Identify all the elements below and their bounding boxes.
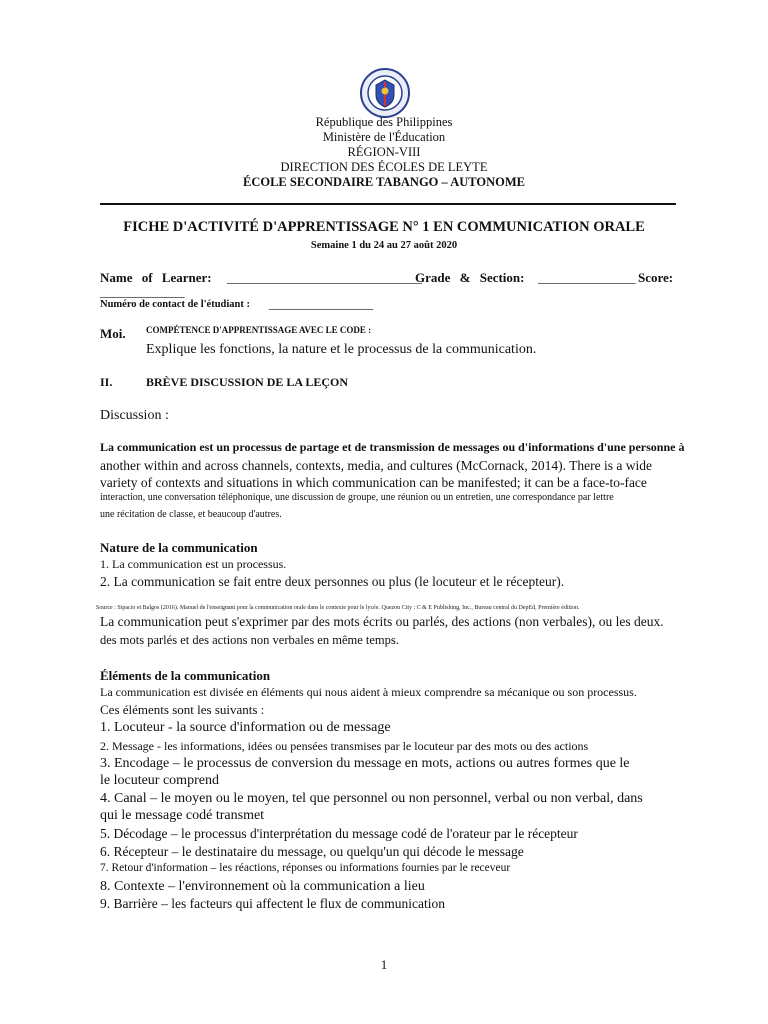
header-divider (100, 203, 676, 205)
score-blank[interactable]: _____________ (100, 284, 185, 299)
worksheet-week: Semaine 1 du 24 au 27 août 2020 (310, 240, 458, 251)
name-blank[interactable]: ______________________________ (227, 270, 422, 285)
header-ministry: Ministère de l'Éducation (322, 130, 446, 144)
grade-blank[interactable]: _______________ (538, 270, 636, 285)
score-label: Score: (638, 270, 674, 285)
element-4a: 4. Canal – le moyen ou le moyen, tel que personnel ou non personnel, verbal ou non verbal, dans (100, 791, 643, 806)
discussion-line-3: variety of contexts and situations in which communication can be manifested; it can be a face-to-face (100, 475, 647, 490)
element-6: 6. Récepteur – le destinataire du message, ou quelqu'un qui décode le message (100, 844, 524, 859)
element-7: 7. Retour d'information – les réactions, réponses ou informations fournies par le receveur (100, 862, 511, 874)
section-heading: BRÈVE DISCUSSION DE LA LEÇON (146, 375, 349, 389)
nature-heading: Nature de la communication (100, 540, 258, 555)
elements-intro-1: La communication est divisée en éléments qui nous aident à mieux comprendre sa mécanique ou son processus. (100, 685, 637, 699)
competency-marker: Moi. (100, 326, 126, 341)
nature-item-1: 1. La communication est un processus. (100, 557, 287, 571)
element-5: 5. Décodage – le processus d'interprétation du message codé de l'orateur par le récepteur (100, 826, 578, 841)
header-republic: République des Philippines (315, 115, 453, 129)
source-citation: Source : Sipacio et Balgos (2016). Manuel de l'enseignant pour la communication orale dans le contexte pour le lycée. Quezon City : C & E Publishing, Inc., Bureau central du DepEd, Première édition. (96, 605, 580, 611)
element-3a: 3. Encodage – le processus de conversion du message en mots, actions ou autres formes que le (100, 756, 630, 771)
discussion-line-2: another within and across channels, contexts, media, and cultures (McCornack, 2014). There is a wide (100, 458, 652, 473)
nature-line-3: La communication peut s'exprimer par des mots écrits ou parlés, des actions (non verbales), ou les deux. (100, 614, 664, 629)
contact-label: Numéro de contact de l'étudiant : (100, 299, 250, 310)
header-region: RÉGION-VIII (347, 145, 421, 159)
header-division: DIRECTION DES ÉCOLES DE LEYTE (280, 160, 488, 174)
section-marker: II. (100, 375, 113, 389)
element-8: 8. Contexte – l'environnement où la communication a lieu (100, 879, 425, 894)
discussion-label: Discussion : (100, 408, 169, 423)
nature-item-2: 2. La communication se fait entre deux personnes ou plus (le locuteur et le récepteur). (100, 574, 565, 589)
element-4b: qui le message codé transmet (100, 808, 265, 823)
discussion-line-4: interaction, une conversation téléphonique, une discussion de groupe, une réunion ou un entretien, une correspondance par lettre (100, 492, 614, 503)
deped-seal (360, 68, 410, 118)
contact-blank[interactable]: ________________ (269, 296, 373, 311)
competency-label: COMPÉTENCE D'APPRENTISSAGE AVEC LE CODE : (146, 325, 372, 335)
worksheet-title: FICHE D'ACTIVITÉ D'APPRENTISSAGE N° 1 EN COMMUNICATION ORALE (123, 219, 645, 235)
element-3b: le locuteur comprend (100, 773, 219, 788)
discussion-line-1: La communication est un processus de partage et de transmission de messages ou d'informations d'une personne à (100, 440, 685, 454)
competency-text: Explique les fonctions, la nature et le processus de la communication. (146, 342, 537, 357)
name-label: Name of Learner: (100, 270, 212, 285)
element-2: 2. Message - les informations, idées ou pensées transmises par le locuteur par des mots ou des actions (100, 739, 589, 753)
grade-label: Grade & Section: (415, 270, 525, 285)
discussion-line-5: une récitation de classe, et beaucoup d'autres. (100, 509, 282, 520)
header-school: ÉCOLE SECONDAIRE TABANGO – AUTONOME (243, 175, 525, 189)
nature-line-4: des mots parlés et des actions non verbales en même temps. (100, 633, 399, 647)
page-number: 1 (380, 957, 388, 972)
element-1: 1. Locuteur - la source d'information ou de message (100, 720, 391, 735)
elements-heading: Éléments de la communication (100, 668, 271, 683)
elements-intro-2: Ces éléments sont les suivants : (100, 702, 265, 717)
element-9: 9. Barrière – les facteurs qui affectent le flux de communication (100, 896, 445, 911)
